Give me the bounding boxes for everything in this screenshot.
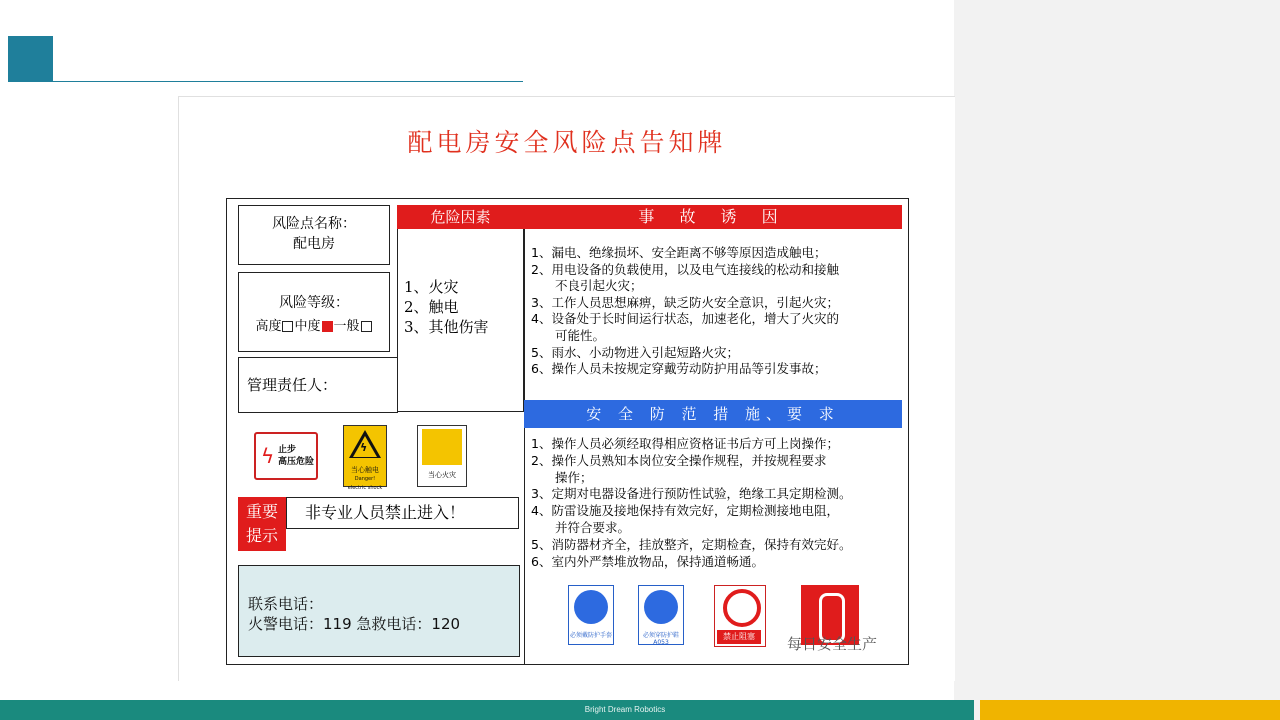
measure-header: 安 全 防 范 措 施、要 求: [524, 400, 902, 428]
cause-item: 2、用电设备的负载使用，以及电气连接线的松动和接触: [531, 261, 839, 277]
hazard-list: [397, 229, 524, 412]
footer-brand: Bright Dream Robotics: [584, 705, 666, 714]
measure-item: 5、消防器材齐全，挂放整齐，定期检查，保持有效完好。: [531, 536, 852, 552]
no-block-text: 禁止阻塞: [717, 630, 761, 644]
boots-sign-code: A053: [653, 639, 669, 646]
electric-shock-sign: [343, 425, 387, 491]
cause-item: 4、设备处于长时间运行状态，加速老化，增大了火灾的: [531, 311, 839, 327]
risk-point-label: 风险点名称：: [272, 216, 356, 232]
boots-sign: [638, 585, 684, 645]
cause-item: 可能性。: [555, 327, 606, 343]
header-accent-block: [8, 36, 53, 82]
level-general-checkbox: [361, 321, 372, 332]
poster-image: [178, 96, 955, 681]
risk-point-box: [238, 205, 390, 265]
gloves-sign: [568, 585, 614, 645]
important-label: 重要: [245, 502, 278, 521]
fire-warning-sign: [417, 425, 467, 487]
cause-item: 1、漏电、绝缘损坏、安全距离不够等原因造成触电；: [531, 245, 827, 260]
prohibition-icon: [723, 589, 761, 627]
right-side-panel: [954, 0, 1280, 720]
important-tag: [238, 497, 286, 551]
level-high-checkbox: [282, 321, 293, 332]
contact-box: [238, 565, 520, 657]
level-mid-checkbox: [322, 321, 333, 332]
measure-item: 1、操作人员必须经取得相应资格证书后方可上岗操作；: [531, 436, 839, 451]
header-rule: [53, 81, 523, 82]
shock-sign-text: 当心触电: [351, 466, 379, 474]
boots-sign-text: 必须穿防护鞋: [642, 632, 679, 639]
manager-box: [238, 357, 398, 413]
risk-level-label: 风险等级：: [279, 295, 349, 311]
hazard-item: 3、其他伤害: [404, 318, 489, 336]
high-voltage-sign: [254, 432, 318, 480]
gloves-sign-text: 必须戴防护手套: [569, 632, 612, 639]
manager-label: 管理责任人：: [247, 376, 338, 394]
cause-item: 不良引起火灾；: [555, 278, 643, 294]
cause-list: [524, 229, 902, 401]
boots-icon: [644, 590, 678, 624]
level-high-label: 高度: [255, 319, 282, 334]
measure-item: 并符合要求。: [555, 519, 631, 535]
risk-point-name: 配电房: [293, 236, 335, 252]
risk-level-box: [238, 272, 390, 352]
hazard-item: 2、触电: [404, 298, 459, 316]
measure-item: 3、定期对电器设备进行预防性试验，绝缘工具定期检测。: [531, 486, 852, 502]
shock-sign-text-en: Danger! electric shock: [347, 476, 383, 491]
cause-item: 3、工作人员思想麻痹，缺乏防火安全意识，引起火灾；: [531, 294, 839, 310]
hazard-header: 危险因素: [397, 205, 524, 229]
poster-title: 配电房安全风险点告知牌: [407, 128, 727, 157]
cause-item: 5、雨水、小动物进入引起短路火灾；: [531, 344, 739, 360]
fire-sign-text: 当心火灾: [428, 471, 456, 479]
contact-label: 联系电话：: [248, 595, 324, 613]
watermark: 每日安全生产: [787, 635, 878, 653]
level-general-label: 一般: [333, 319, 360, 334]
measure-item: 4、防雷设施及接地保持有效完好，定期检测接地电阻，: [531, 503, 839, 519]
cause-header: 事 故 诱 因: [524, 205, 902, 229]
lightning-icon: ϟ: [360, 441, 368, 454]
measure-item: 6、室内外严禁堆放物品，保持通道畅通。: [531, 553, 764, 569]
hazard-item: 1、火灾: [404, 278, 459, 296]
measure-item: 2、操作人员熟知本岗位安全操作规程，并按规程要求: [531, 452, 827, 468]
high-voltage-text: 止步: [278, 445, 297, 455]
footer-gold-bar: [980, 700, 1280, 720]
risk-notice-board: [226, 198, 909, 665]
high-voltage-text: 高压危险: [278, 457, 315, 467]
lightning-icon: ϟ: [261, 444, 275, 468]
gloves-icon: [574, 590, 608, 624]
important-label: 提示: [245, 526, 278, 545]
cause-item: 6、操作人员未按规定穿戴劳动防护用品等引发事故；: [531, 361, 827, 377]
important-notice: 非专业人员禁止进入！: [286, 497, 519, 529]
level-mid-label: 中度: [294, 319, 321, 334]
measure-item: 操作；: [555, 469, 593, 485]
risk-level-options: [239, 315, 389, 339]
flame-icon: [422, 429, 462, 465]
contact-numbers: 火警电话：119 急救电话：120: [248, 615, 461, 633]
no-blocking-sign: [714, 585, 766, 647]
